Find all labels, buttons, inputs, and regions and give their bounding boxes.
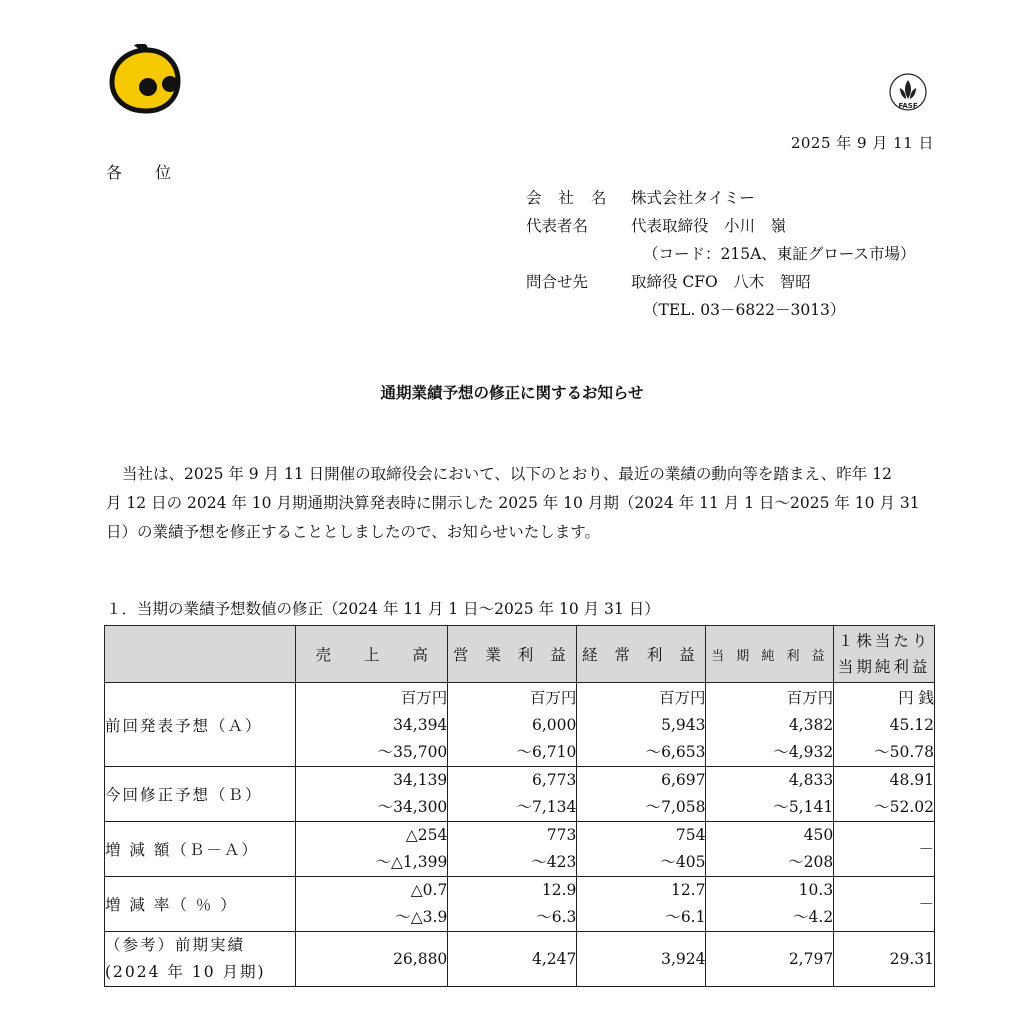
value-cell: － xyxy=(834,822,935,877)
value-cell: 4,247 xyxy=(448,932,577,987)
representative-label: 代表者名 xyxy=(526,217,589,235)
value-cell: △0.7 ～△3.9 xyxy=(296,877,448,932)
table-row xyxy=(105,822,935,877)
value-cell: 773 ～423 xyxy=(448,822,577,877)
fasf-label: FASF xyxy=(898,102,918,110)
value-cell: 4,833 ～5,141 xyxy=(706,767,834,822)
row-label-prior-year: （参考）前期実績 (2024 年 10 月期) xyxy=(105,932,296,987)
company-name: 株式会社タイミー xyxy=(631,189,755,207)
value-cell: 6,697 ～7,058 xyxy=(577,767,706,822)
header-corner xyxy=(105,626,296,683)
forecast-table xyxy=(104,625,935,987)
value-cell: － xyxy=(834,877,935,932)
contact-name: 取締役 CFO 八木 智昭 xyxy=(631,273,811,291)
row-label-revised: 今回修正予想（Ｂ） xyxy=(105,767,296,822)
table-row xyxy=(105,767,935,822)
body-line-1: 当社は、2025 年 9 月 11 日開催の取締役会において、以下のとおり、最近の業績の動向等を踏まえ、昨年 12 xyxy=(122,465,892,483)
row-label-change-amount: 増 減 額（Ｂ－Ａ） xyxy=(105,822,296,877)
table-row xyxy=(105,932,935,987)
value-cell: 12.9 ～6.3 xyxy=(448,877,577,932)
timee-logo-icon xyxy=(106,44,186,114)
stock-code: （コード：215A、東証グロース市場） xyxy=(643,245,916,263)
value-cell: 450 ～208 xyxy=(706,822,834,877)
unit-cell: 百万円 xyxy=(448,683,577,713)
value-cell: 6,000 ～6,710 xyxy=(448,712,577,767)
value-cell: 12.7 ～6.1 xyxy=(577,877,706,932)
value-cell: 34,139 ～34,300 xyxy=(296,767,448,822)
document-title: 通期業績予想の修正に関するお知らせ xyxy=(380,384,644,402)
header-eps: １株当たり 当期純利益 xyxy=(834,626,935,683)
value-cell: 6,773 ～7,134 xyxy=(448,767,577,822)
company-info xyxy=(526,184,916,324)
value-cell: 34,394 ～35,700 xyxy=(296,712,448,767)
value-cell: 48.91 ～52.02 xyxy=(834,767,935,822)
fasf-icon xyxy=(886,72,930,112)
value-cell: 3,924 xyxy=(577,932,706,987)
company-label: 会 社 名 xyxy=(526,189,613,207)
value-cell: △254 ～△1,399 xyxy=(296,822,448,877)
value-cell: 754 ～405 xyxy=(577,822,706,877)
representative-name: 代表取締役 小川 嶺 xyxy=(631,217,787,235)
body-paragraph xyxy=(106,460,936,547)
contact-tel: （TEL. 03－6822－3013） xyxy=(643,301,846,319)
document-date: 2025 年 9 月 11 日 xyxy=(790,134,934,152)
value-cell: 5,943 ～6,653 xyxy=(577,712,706,767)
value-cell: 2,797 xyxy=(706,932,834,987)
header-operating-profit: 営 業 利 益 xyxy=(448,626,577,683)
value-cell: 45.12 ～50.78 xyxy=(834,712,935,767)
table-row xyxy=(105,877,935,932)
unit-cell: 円 銭 xyxy=(834,683,935,713)
value-cell: 26,880 xyxy=(296,932,448,987)
unit-cell: 百万円 xyxy=(296,683,448,713)
section-heading: １．当期の業績予想数値の修正（2024 年 11 月 1 日～2025 年 10 月 31 日） xyxy=(106,600,660,618)
header-ordinary-profit: 経 常 利 益 xyxy=(577,626,706,683)
header-net-profit: 当 期 純 利 益 xyxy=(706,626,834,683)
unit-cell: 百万円 xyxy=(577,683,706,713)
table-header-row xyxy=(105,626,935,683)
unit-cell: 百万円 xyxy=(706,683,834,713)
header-sales: 売 上 高 xyxy=(296,626,448,683)
body-line-3: 日）の業績予想を修正することとしましたので、お知らせいたします。 xyxy=(106,523,600,541)
row-label-previous: 前回発表予想（Ａ） xyxy=(105,683,296,767)
table-row xyxy=(105,683,935,713)
body-line-2: 月 12 日の 2024 年 10 月期通期決算発表時に開示した 2025 年 10 月期（2024 年 11 月 1 日～2025 年 10 月 31 xyxy=(106,494,920,512)
value-cell: 29.31 xyxy=(834,932,935,987)
contact-label: 問合せ先 xyxy=(526,273,589,291)
addressee: 各 位 xyxy=(106,163,186,182)
value-cell: 4,382 ～4,932 xyxy=(706,712,834,767)
row-label-change-rate: 増 減 率（ ％ ） xyxy=(105,877,296,932)
value-cell: 10.3 ～4.2 xyxy=(706,877,834,932)
